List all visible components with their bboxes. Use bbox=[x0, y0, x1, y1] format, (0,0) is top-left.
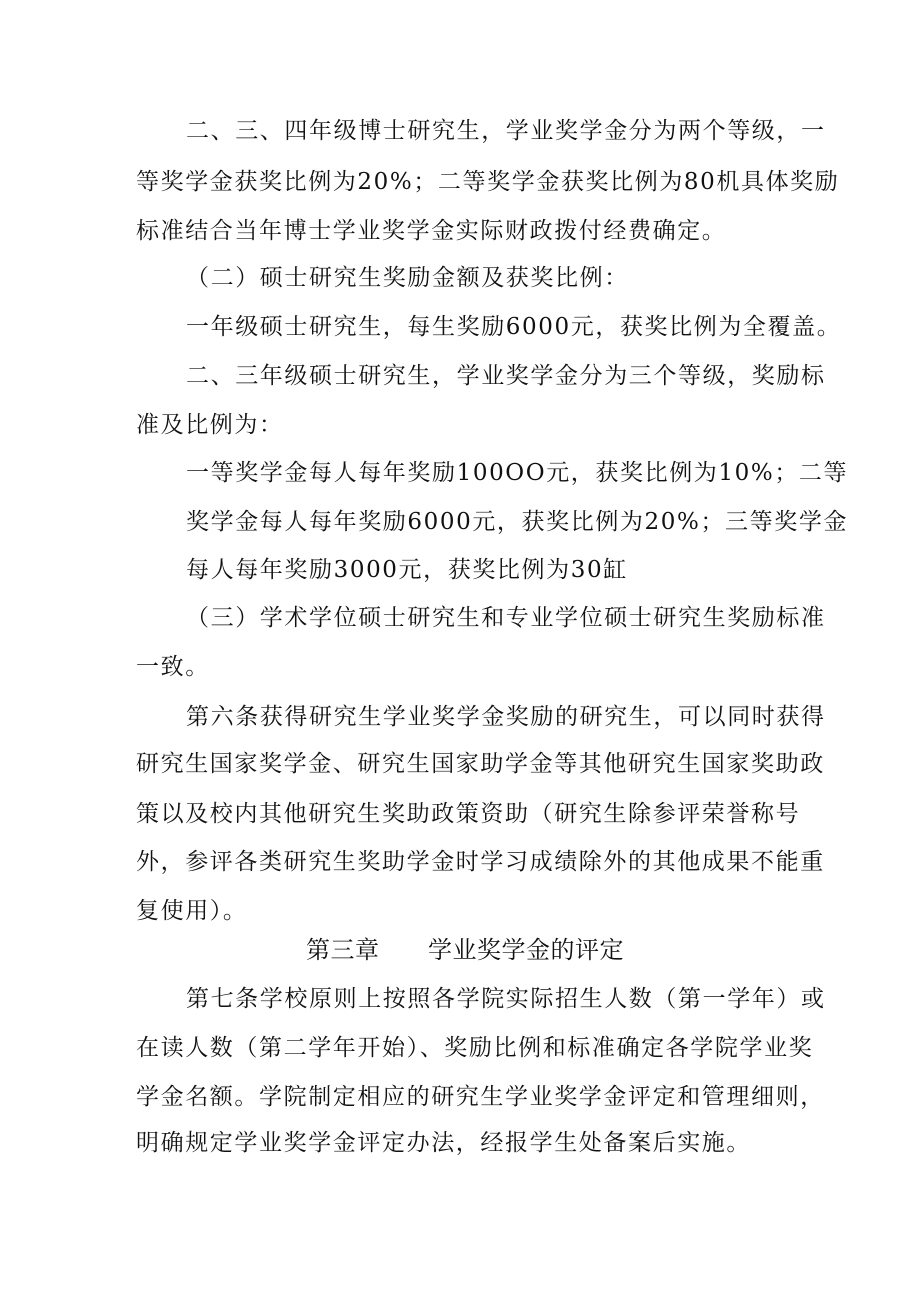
para-line-13: 第六条获得研究生学业奖学金奖励的研究生，可以同时获得 bbox=[186, 704, 826, 730]
para-line-8: 一等奖学金每人每年奖励100OO元，获奖比例为10%；二等 bbox=[186, 460, 849, 486]
para-line-20: 学金名额。学院制定相应的研究生学业奖学金评定和管理细则， bbox=[136, 1084, 825, 1110]
para-line-11: （三）学术学位硕士研究生和专业学位硕士研究生奖励标准 bbox=[186, 605, 826, 631]
para-line-6: 二、三年级硕士研究生，学业奖学金分为三个等级，奖励标 bbox=[186, 363, 826, 389]
chapter-title: 学业奖学金的评定 bbox=[428, 936, 624, 964]
para-line-12: 一致。 bbox=[136, 654, 210, 680]
para-line-9: 奖学金每人每年奖励6000元，获奖比例为20%；三等奖学金 bbox=[186, 509, 849, 535]
para-line-2: 等奖学金获奖比例为20%；二等奖学金获奖比例为80机具体奖励 bbox=[136, 169, 840, 195]
para-line-19: 在读人数（第二学年开始）、奖励比例和标准确定各学院学业奖 bbox=[136, 1035, 814, 1061]
para-line-7: 准及比例为： bbox=[136, 412, 284, 438]
para-line-3: 标准结合当年博士学业奖学金实际财政拨付经费确定。 bbox=[136, 218, 727, 244]
para-line-16: 外，参评各类研究生奖助学金时学习成绩除外的其他成果不能重 bbox=[136, 849, 825, 875]
para-line-4: （二）硕士研究生奖励金额及获奖比例： bbox=[186, 265, 629, 291]
para-line-5: 一年级硕士研究生，每生奖励6000元，获奖比例为全覆盖。 bbox=[186, 314, 842, 340]
para-line-17: 复使用）。 bbox=[136, 898, 248, 924]
para-line-18: 第七条学校原则上按照各学院实际招生人数（第一学年）或 bbox=[186, 986, 826, 1012]
para-line-14: 研究生国家奖学金、研究生国家助学金等其他研究生国家奖助政 bbox=[136, 751, 825, 777]
para-line-21: 明确规定学业奖学金评定办法，经报学生处备案后实施。 bbox=[136, 1130, 751, 1156]
chapter-number: 第三章 bbox=[306, 936, 380, 964]
para-line-1: 二、三、四年级博士研究生，学业奖学金分为两个等级，一 bbox=[186, 118, 826, 144]
para-line-15: 策以及校内其他研究生奖助政策资助（研究生除参评荣誉称号 bbox=[136, 801, 801, 827]
para-line-10: 每人每年奖励3000元，获奖比例为30缸 bbox=[186, 557, 628, 583]
